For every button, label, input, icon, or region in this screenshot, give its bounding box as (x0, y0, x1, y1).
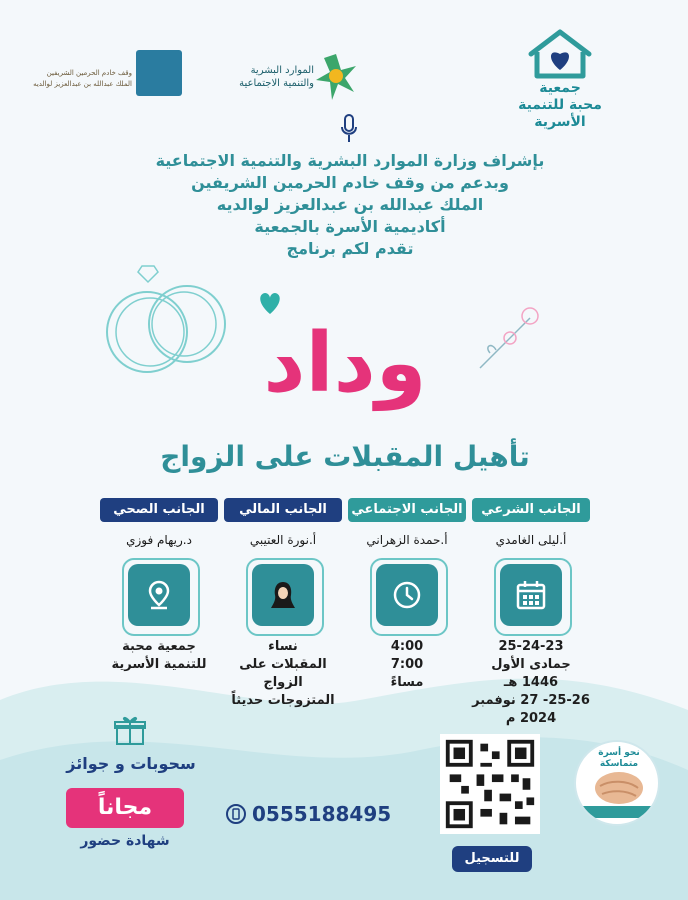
ministry-line2: والتنمية الاجتماعية (239, 78, 314, 89)
track-info (348, 638, 466, 692)
clock-icon (376, 564, 438, 626)
track-sharia (472, 498, 590, 726)
qr-code-icon[interactable] (440, 734, 540, 834)
waqf-logo (32, 50, 182, 100)
phone-number[interactable]: 0555188495 (252, 802, 392, 826)
intro-line: تقدم لكم برنامج (286, 239, 414, 258)
info-line: 25-26- 27 نوفمبر 2024 م (472, 693, 590, 726)
star-logo-icon (314, 52, 358, 102)
info-line: 25-24-23 (498, 639, 564, 654)
track-info (100, 638, 218, 674)
gift-icon (112, 712, 148, 748)
info-line: جمادى الأول 1446 هـ (491, 657, 571, 690)
org-name-line1: جمعية (539, 80, 581, 96)
location-icon (128, 564, 190, 626)
motto-text: نحو أسرة متماسكة (598, 748, 640, 769)
intro-line: بإشراف وزارة الموارد البشرية والتنمية الاجتماعية (155, 151, 545, 170)
phone-icon (226, 804, 246, 824)
certificate-label: شهادة حضور (80, 833, 170, 849)
waqf-emblem-icon (136, 50, 182, 96)
program-subtitle: تأهيل المقبلات على الزواج (160, 440, 530, 473)
track-info (472, 638, 590, 728)
track-presenter: أ.حمدة الزهراني (366, 533, 448, 547)
program-tracks (100, 498, 590, 726)
track-tag: الجانب الصحي (100, 498, 218, 522)
calendar-icon (500, 564, 562, 626)
program-title: وداد (263, 316, 427, 411)
info-line: المتزوجات حديثاً (231, 693, 335, 708)
house-heart-icon (525, 28, 595, 80)
intro-line: أكاديمية الأسرة بالجمعية (254, 217, 446, 236)
waqf-line1: وقف خادم الحرمين الشريفين (46, 69, 132, 77)
track-tag: الجانب الاجتماعي (348, 498, 466, 522)
heart-icon (256, 290, 284, 316)
badge-stripe (576, 806, 660, 818)
register-button[interactable]: للتسجيل (452, 846, 532, 872)
woman-icon (252, 564, 314, 626)
intro-line: وبدعم من وقف خادم الحرمين الشريفين (191, 173, 509, 192)
track-presenter: د.ريهام فوزي (126, 533, 192, 547)
intro-text (120, 150, 580, 260)
info-line: للتنمية الأسرية (111, 657, 207, 672)
free-badge: مجاناً (66, 788, 184, 828)
intro-line: الملك عبدالله بن عبدالعزيز لوالديه (216, 195, 484, 214)
info-line: المقبلات على الزواج (239, 657, 327, 690)
track-presenter: أ.نورة العتيبي (249, 533, 317, 547)
track-financial (224, 498, 342, 708)
ministry-line1: الموارد البشرية (250, 65, 314, 76)
waqf-line2: الملك عبدالله بن عبدالعزيز لوالديه (33, 80, 132, 88)
hands-icon (590, 766, 648, 808)
info-line: جمعية محبة (122, 639, 196, 654)
motto-badge (574, 740, 660, 826)
ministry-logo (238, 52, 358, 104)
track-tag: الجانب المالي (224, 498, 342, 522)
track-presenter: أ.ليلى الغامدي (495, 533, 567, 547)
info-line: نساء (268, 639, 298, 654)
draws-label: سحوبات و جوائز (66, 754, 196, 773)
track-health (100, 498, 218, 688)
track-info (224, 638, 342, 710)
track-social (348, 498, 466, 688)
info-line: 4:00 (390, 639, 424, 654)
org-name-line2: محبة للتنمية الأسرية (518, 97, 602, 130)
info-line: 7:00 (390, 657, 424, 672)
track-tag: الجانب الشرعي (472, 498, 590, 522)
microphone-icon (340, 114, 358, 144)
info-line: مساءً (390, 675, 424, 690)
org-logo (490, 28, 630, 131)
